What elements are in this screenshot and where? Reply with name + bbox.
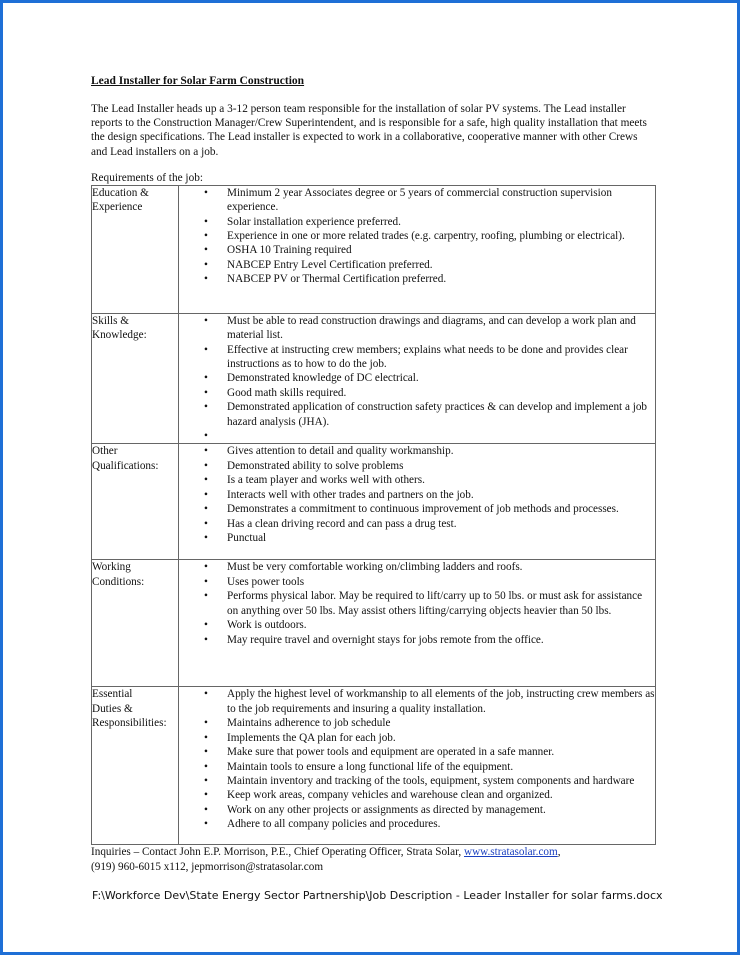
requirement-item: • Demonstrated ability to solve problems: [179, 459, 655, 473]
requirement-item: • Maintain inventory and tracking of the tools, equipment, system components and hardware: [179, 774, 655, 788]
category-label: Other Qualifications:: [92, 445, 159, 472]
requirements-label: Requirements of the job:: [91, 171, 204, 184]
requirement-item: • Demonstrated knowledge of DC electrical.: [179, 371, 655, 385]
requirement-item: • Interacts well with other trades and partners on the job.: [179, 488, 655, 502]
requirement-item: • Demonstrated application of construction safety practices & can develop and implement a job hazard analysis (JHA).: [179, 400, 655, 429]
requirements-list: [179, 687, 655, 831]
requirements-list: [179, 186, 655, 287]
requirements-row: [92, 560, 656, 687]
requirements-row: [92, 444, 656, 560]
document-title: Lead Installer for Solar Farm Construction: [91, 75, 305, 87]
inquiries-text: Inquiries – Contact John E.P. Morrison, P.E., Chief Operating Officer, Strata Solar,: [91, 846, 464, 859]
requirements-list: [179, 314, 655, 444]
requirement-item: • Work is outdoors.: [179, 618, 655, 632]
requirements-row: [92, 687, 656, 845]
requirements-cell: [179, 185, 656, 313]
file-path-footer: F:\Workforce Dev\State Energy Sector Partnership\Job Description - Leader Installer for solar farms.docx: [92, 889, 663, 902]
requirement-item: • NABCEP Entry Level Certification preferred.: [179, 258, 655, 272]
document-body: [91, 74, 656, 875]
category-label: Essential Duties & Responsibilities:: [92, 688, 167, 730]
requirements-row: [92, 313, 656, 444]
requirement-item: • Adhere to all company policies and procedures.: [179, 817, 655, 831]
contact-line: (919) 960-6015 x112, jepmorrison@stratasolar.com: [91, 861, 324, 874]
requirement-item: • Work on any other projects or assignments as directed by management.: [179, 803, 655, 817]
requirement-item: • Experience in one or more related trades (e.g. carpentry, roofing, plumbing or electrical).: [179, 229, 655, 243]
requirements-table: [91, 185, 656, 846]
requirement-item: [179, 429, 655, 443]
requirement-item: • Must be very comfortable working on/climbing ladders and roofs.: [179, 560, 655, 574]
intro-paragraph: The Lead Installer heads up a 3-12 person team responsible for the installation of solar PV systems. The Lead installer reports to the Construction Manager/Crew Superintendent, and is responsible for a safe, high quality installation that meets the design specifications. The Lead installer is expected to work in a collaborative, cooperative manner with other Crews and Lead installers on a job.: [91, 103, 647, 158]
requirement-item: • Must be able to read construction drawings and diagrams, and can develop a work plan and material list.: [179, 314, 655, 343]
requirement-item: • Keep work areas, company vehicles and warehouse clean and organized.: [179, 788, 655, 802]
requirement-item: • Implements the QA plan for each job.: [179, 731, 655, 745]
category-label: Working Conditions:: [92, 561, 145, 588]
website-link[interactable]: www.stratasolar.com: [464, 846, 558, 859]
requirement-item: • Gives attention to detail and quality workmanship.: [179, 444, 655, 458]
requirements-cell: [179, 313, 656, 444]
requirement-item: • Maintain tools to ensure a long functional life of the equipment.: [179, 760, 655, 774]
requirement-item: • Minimum 2 year Associates degree or 5 years of commercial construction supervision experience.: [179, 186, 655, 215]
requirements-cell: [179, 444, 656, 560]
category-cell: [92, 313, 179, 444]
requirements-row: [92, 185, 656, 313]
requirement-item: • NABCEP PV or Thermal Certification preferred.: [179, 272, 655, 286]
requirement-item: • Is a team player and works well with others.: [179, 473, 655, 487]
requirement-item: • Uses power tools: [179, 575, 655, 589]
requirement-item: • Demonstrates a commitment to continuous improvement of job methods and processes.: [179, 502, 655, 516]
category-label: Skills & Knowledge:: [92, 314, 147, 342]
inquiries-line: [91, 845, 656, 860]
requirement-item: • Maintains adherence to job schedule: [179, 716, 655, 730]
requirement-item: • May require travel and overnight stays for jobs remote from the office.: [179, 633, 655, 647]
category-cell: [92, 185, 179, 313]
category-cell: [92, 560, 179, 687]
requirement-item: • OSHA 10 Training required: [179, 243, 655, 257]
requirement-item: • Solar installation experience preferred.: [179, 215, 655, 229]
requirements-list: [179, 560, 655, 646]
category-cell: [92, 444, 179, 560]
requirement-item: • Punctual: [179, 531, 655, 545]
requirement-item: • Effective at instructing crew members; explains what needs to be done and provides clear instructions as to how to do the job.: [179, 343, 655, 372]
inquiries-suffix: ,: [557, 846, 561, 859]
requirement-item: • Make sure that power tools and equipment are operated in a safe manner.: [179, 745, 655, 759]
requirements-list: [179, 444, 655, 545]
requirement-item: • Good math skills required.: [179, 386, 655, 400]
category-cell: [92, 687, 179, 845]
requirements-cell: [179, 687, 656, 845]
category-label: Education & Experience: [92, 186, 149, 214]
requirement-item: • Has a clean driving record and can pass a drug test.: [179, 517, 655, 531]
requirement-item: • Apply the highest level of workmanship to all elements of the job, instructing crew members as to the job requirements and insuring a quality installation.: [179, 687, 655, 716]
requirements-cell: [179, 560, 656, 687]
requirement-item: • Performs physical labor. May be required to lift/carry up to 50 lbs. or must ask for assistance on anything over 50 lbs. May assist others lifting/carrying objects heavier than 50 lbs.: [179, 589, 655, 618]
